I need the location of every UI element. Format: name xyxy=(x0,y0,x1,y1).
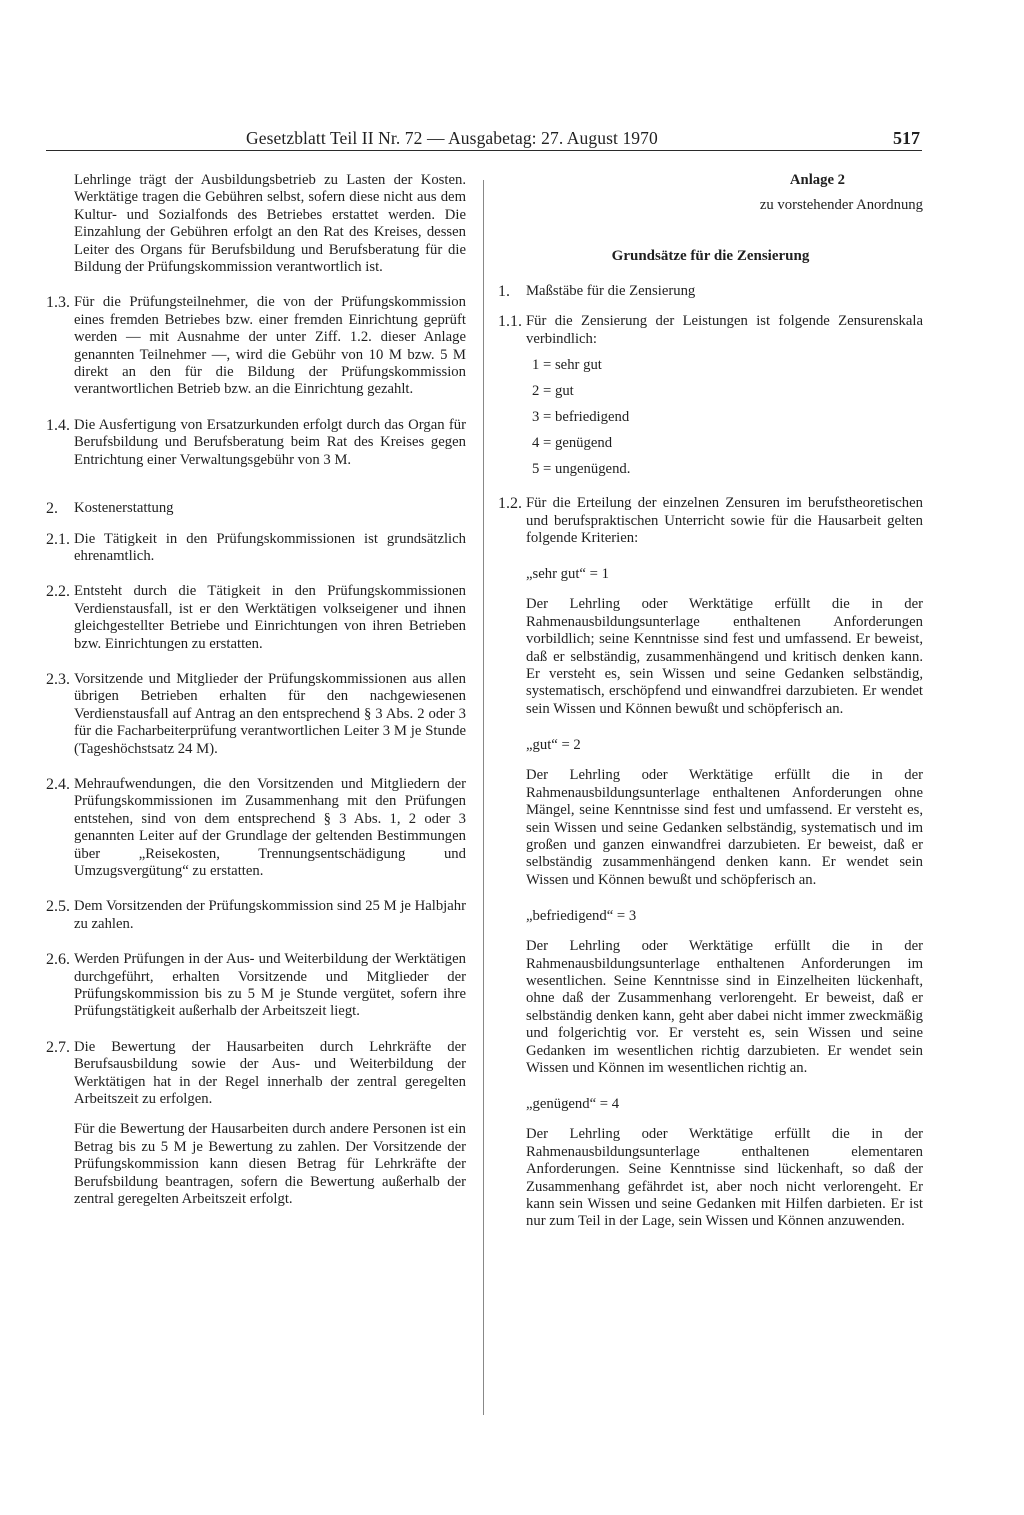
item-2-5 xyxy=(46,898,466,933)
item-number: 2.3. xyxy=(46,670,70,688)
item-1 xyxy=(498,283,923,300)
item-2-7-continuation: Für die Bewertung der Hausarbeiten durch andere Personen ist ein Betrag bis zu 5 M je Bewertung zu zahlen. Der Vorsitzende der Prüfungskommission kann diesen Betrag für Lehrkräfte der Berufsbildung beantragen, sofern die Bewertung außerhalb der zentral geregelten Arbeitszeit erfolgt. xyxy=(74,1121,466,1208)
column-divider xyxy=(483,180,484,1415)
left-column xyxy=(46,172,466,1209)
grade-label: „gut“ = 2 xyxy=(526,737,581,754)
scale-entry: 4 = genügend xyxy=(532,435,613,452)
item-1-1 xyxy=(498,313,923,348)
scale-entry: 5 = ungenügend. xyxy=(532,461,631,478)
grade-description: Der Lehrling oder Werktätige erfüllt die in der Rahmenausbildungsunterlage enthaltenen Anforderungen im wesentlichen. Seine Kenntnisse sind in Einzelheiten lückenhaft, ohne daß der Zusammenhang verlorengeht. Er beweist, daß er selbständig denken kann, geht aber dabei nicht immer zweckmäßig und folgerichtig vor. Er versteht es, sein Wissen und seine Gedanken im wesentlichen richtig darzubieten. Er wendet sein Wissen und Können im wesentlichen richtig an. xyxy=(526,938,923,1076)
item-text: Entsteht durch die Tätigkeit in den Prüfungskommissionen Verdienstausfall, ist er den Werktätigen volkseigener und ihnen gleichgestellter Betriebe und Einrichtungen von ihren Betrieben bzw. Einrichtungen zu erstatten. xyxy=(74,583,466,652)
item-text: Mehraufwendungen, die den Vorsitzenden und Mitgliedern der Prüfungskommissionen im Zusammenhang mit den Prüfungen entstehen, sind von dem entsprechend § 3 Abs. 1, 2 oder 3 genannten Leiter auf der Grundlage der geltenden Bestimmungen über „Reisekosten, Trennungsentschädigung und Umzugsvergütung“ zu erstatten. xyxy=(74,775,466,879)
grade-label: „befriedigend“ = 3 xyxy=(526,908,637,925)
item-text: Die Bewertung der Hausarbeiten durch Lehrkräfte der Berufsausbildung sowie der Aus- und Weiterbildung der Werktätigen hat in der Regel innerhalb der zentral geregelten Arbeitszeit zu erfolgen. xyxy=(74,1038,466,1108)
annex-subtitle: zu vorstehender Anordnung xyxy=(759,197,923,213)
scale-entry: 1 = sehr gut xyxy=(532,357,602,374)
item-text: Für die Zensierung der Leistungen ist folgende Zensurenskala verbindlich: xyxy=(526,313,923,347)
item-2-1 xyxy=(46,531,466,566)
item-number: 1.1. xyxy=(498,313,522,331)
item-number: 2.4. xyxy=(46,775,70,793)
scale-entry: 3 = befriedigend xyxy=(532,409,630,426)
item-text: Für die Prüfungsteilnehmer, die von der Prüfungskommission eines fremden Betriebes bzw. einer fremden Einrichtung geprüft werden — mit Ausnahme der unter Ziff. 1.2. dieser Anlage genannten Teilnehmer —, wird die Gebühr von 10 M bzw. 5 M direkt an den für die Bildung der Prüfungskommission verantwortlichen Betrieb bzw. an die Einrichtung gezahlt. xyxy=(74,294,466,398)
header-title: Gesetzblatt Teil II Nr. 72 — Ausgabetag: 27. August 1970 xyxy=(246,128,658,148)
item-1-2 xyxy=(498,495,923,547)
item-number: 1.4. xyxy=(46,416,70,434)
right-column xyxy=(498,172,923,1231)
item-number: 2. xyxy=(46,500,58,518)
item-text: Vorsitzende und Mitglieder der Prüfungskommissionen aus allen übrigen Betrieben erhalten für den nachgewiesenen Verdienstausfall auf Antrag an den entsprechend § 3 Abs. 2 oder 3 für die Facharbeiterprüfung verantwortlichen Leiter 3 M je Stunde (Tageshöchstsatz 24 M). xyxy=(74,670,466,757)
item-number: 2.5. xyxy=(46,898,70,916)
grade-description: Der Lehrling oder Werktätige erfüllt die in der Rahmenausbildungsunterlage enthaltenen Anforderungen vorbildlich; seine Kenntnisse sind fest und umfassend. Er beweist, daß er selbständig, zusammenhängend und kritisch denken kann. Er versteht es, sein Wissen und seine Gedanken selbständig, systematisch, erschöpfend und einwandfrei darzubieten. Er wendet sein Wissen und Können bewußt und schöpferisch an. xyxy=(526,596,923,717)
item-number: 1. xyxy=(498,283,510,300)
grade-label: „genügend“ = 4 xyxy=(526,1096,620,1113)
annex-title: Anlage 2 xyxy=(789,172,845,188)
item-1-4 xyxy=(46,417,466,469)
grade-description: Der Lehrling oder Werktätige erfüllt die in der Rahmenausbildungsunterlage enthaltenen Anforderungen ohne Mängel, seine Kenntnisse sind fest und umfassend. Er versteht es, sein Wissen und seine Gedanken selbständig, systematisch und im großen und ganzen einwandfrei darzubieten. Er beweist, daß er selbständig zusammenhängend denken kann. Er wendet sein Wissen und Können bewußt und schöpferisch an. xyxy=(526,767,923,888)
item-2-3 xyxy=(46,671,466,758)
page-number: 517 xyxy=(893,128,920,148)
item-number: 2.6. xyxy=(46,951,70,969)
item-2-7 xyxy=(46,1039,466,1109)
item-number: 1.2. xyxy=(498,495,522,513)
page-header xyxy=(46,124,922,151)
grade-description: Der Lehrling oder Werktätige erfüllt die in der Rahmenausbildungsunterlage enthaltenen elementaren Anforderungen. Seine Kenntnisse sind lückenhaft, so daß der Zusammenhang gefährdet ist, aber noch nicht verlorengeht. Er kann sein Wissen und seine Gedanken mit Hilfen darbieten. Er ist nur zum Teil in der Lage, sein Wissen und Können anzuwenden. xyxy=(526,1126,923,1230)
item-number: 2.1. xyxy=(46,530,70,548)
item-text: Maßstäbe für die Zensierung xyxy=(526,283,696,299)
scale-entry: 2 = gut xyxy=(532,383,574,400)
item-text: Werden Prüfungen in der Aus- und Weiterbildung der Werktätigen durchgeführt, erhalten Vorsitzende und Mitglieder der Prüfungskommission bis zu 5 M je Stunde vergütet, sofern ihre Prüfungstätigkeit außerhalb der Arbeitszeit liegt. xyxy=(74,951,466,1020)
section-title: Kostenerstattung xyxy=(74,500,174,517)
item-text: Für die Erteilung der einzelnen Zensuren im berufstheoretischen und berufspraktischen Unterricht sowie für die Hausarbeit gelten folgende Kriterien: xyxy=(526,495,923,547)
grade-scale xyxy=(498,352,923,482)
item-text: Die Ausfertigung von Ersatzurkunden erfolgt durch das Organ für Berufsbildung und Berufsberatung beim Rat des Kreises gegen Entrichtung einer Verwaltungsgebühr von 3 M. xyxy=(74,416,466,468)
item-2-6 xyxy=(46,951,466,1021)
item-2-2 xyxy=(46,583,466,653)
item-number: 2.2. xyxy=(46,583,70,601)
grade-label: „sehr gut“ = 1 xyxy=(526,566,609,583)
item-2-4 xyxy=(46,776,466,880)
item-text: Dem Vorsitzenden der Prüfungskommission sind 25 M je Halbjahr zu zahlen. xyxy=(74,898,466,932)
section-2-heading xyxy=(46,500,466,517)
item-text: Die Tätigkeit in den Prüfungskommissionen ist grundsätzlich ehrenamtlich. xyxy=(74,530,466,564)
item-1-3 xyxy=(46,294,466,398)
section-title: Grundsätze für die Zensierung xyxy=(611,248,810,264)
intro-paragraph: Lehrlinge trägt der Ausbildungsbetrieb zu Lasten der Kosten. Werktätige tragen die Gebühren selbst, sofern diese nicht aus dem Kultur- und Sozialfonds des Betriebes erstattet werden. Die Einzahlung der Gebühren erfolgt an den Rat des Kreises, dessen Leiter des Organs für Berufsbildung und Berufsberatung für die Bildung der Prüfungskommission verantwortlich ist. xyxy=(74,172,466,276)
item-number: 1.3. xyxy=(46,294,70,312)
item-number: 2.7. xyxy=(46,1038,70,1056)
